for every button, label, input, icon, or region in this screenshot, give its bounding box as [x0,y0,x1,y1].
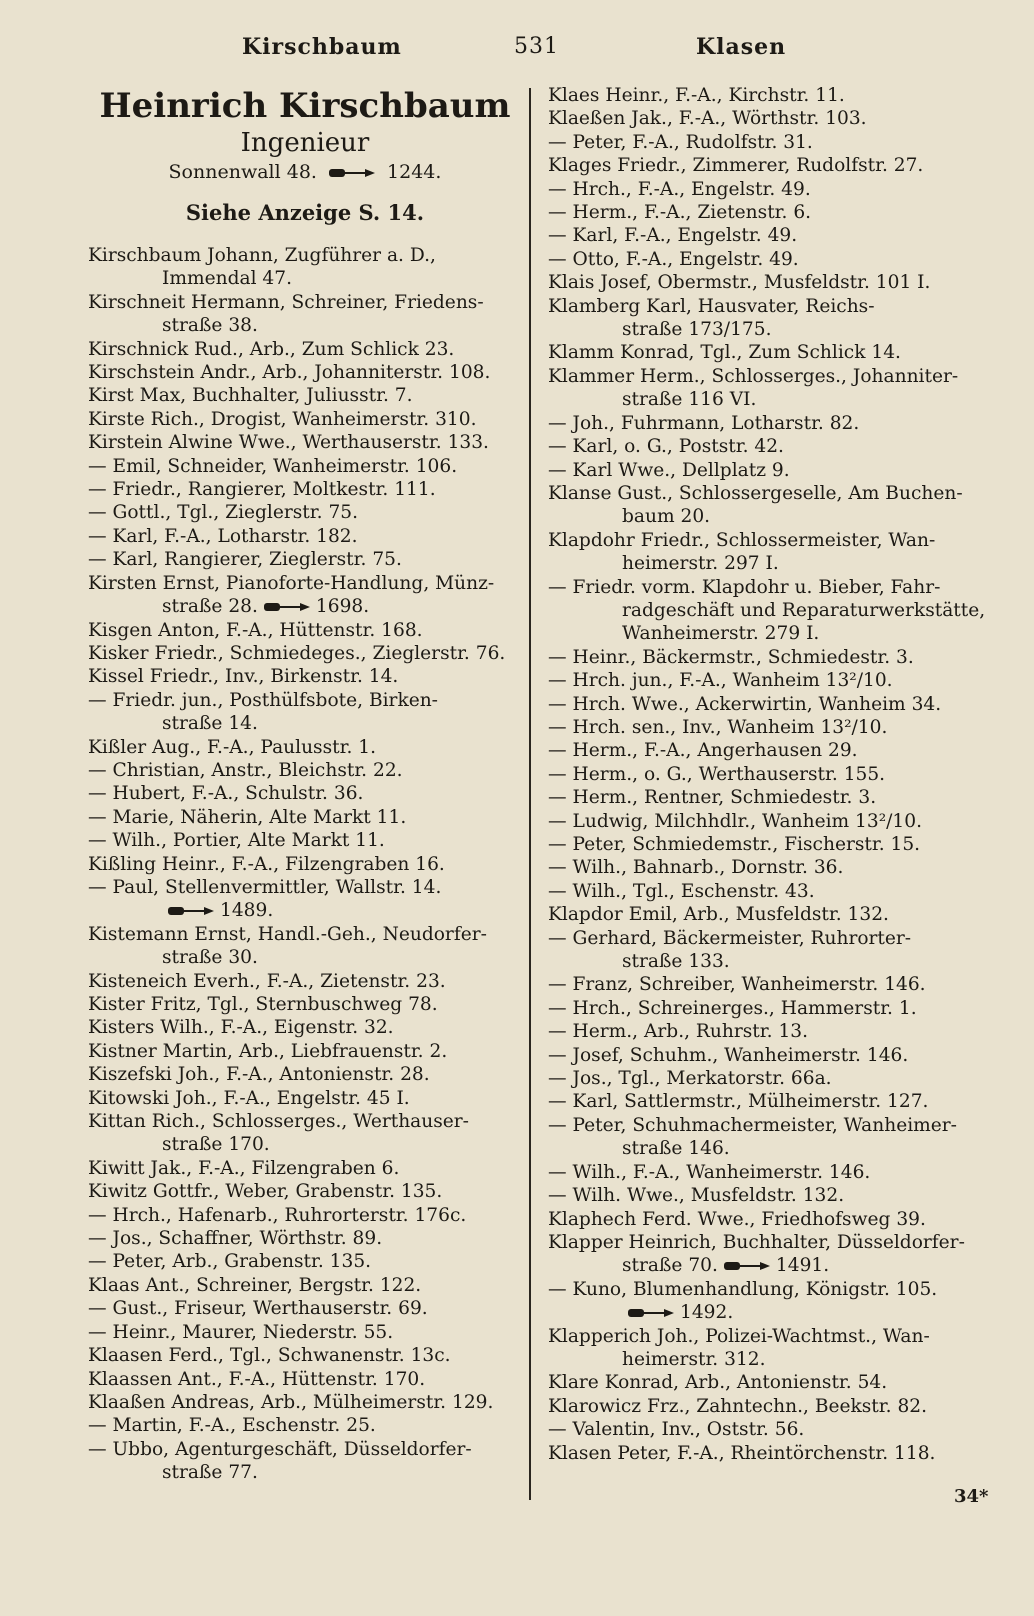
directory-entry [548,178,996,201]
entry-line-1: — Ubbo, Agenturgeschäft, Düsseldorfer- [88,1438,472,1460]
entry-continuation [548,318,996,341]
entry-line-1: — Wilh., F.-A., Wanheimerstr. 146. [548,1161,871,1183]
directory-entry [548,365,996,412]
entry-line-1: — Gerhard, Bäckermeister, Ruhrorter- [548,927,912,949]
entry-line-1: — Wilh., Portier, Alte Markt 11. [88,830,385,852]
entry-continuation [548,599,996,622]
entry-line-1: Klapper Heinrich, Buchhalter, Düsseldorfer- [548,1231,965,1253]
directory-entry [548,833,996,856]
directory-entry [548,1161,996,1184]
directory-entry [548,1044,996,1067]
directory-entry [548,1208,996,1231]
entry-line-1: Kirsten Ernst, Pianoforte-Handlung, Münz- [88,572,495,594]
directory-entry [548,1325,996,1372]
directory-entry [88,478,522,501]
directory-entry [88,876,522,923]
entry-line-1: — Paul, Stellenvermittler, Wallstr. 14. [88,876,442,898]
directory-entry [88,384,522,407]
ad-address: Sonnenwall 48. [168,161,317,183]
telephone-icon [329,167,375,179]
entry-line-1: Klapdohr Friedr., Schlossermeister, Wan- [548,529,936,551]
directory-entry [88,782,522,805]
telephone-icon [264,601,310,613]
directory-entry [548,903,996,926]
entry-line-1: — Peter, F.-A., Rudolfstr. 31. [548,131,813,153]
entry-line-1: — Franz, Schreiber, Wanheimerstr. 146. [548,974,926,996]
entry-phone: 1489. [220,900,274,922]
directory-entry [88,548,522,571]
entry-line-1: — Christian, Anstr., Bleichstr. 22. [88,759,403,781]
entry-line-2: baum 20. [622,506,711,528]
directory-entry [88,1344,522,1367]
entry-line-1: — Friedr. jun., Posthülfsbote, Birken- [88,689,438,711]
directory-entry [88,525,522,548]
entry-line-1: Kissel Friedr., Inv., Birkenstr. 14. [88,666,399,688]
directory-entry [548,880,996,903]
entry-line-1: Klapdor Emil, Arb., Musfeldstr. 132. [548,904,889,926]
entry-line-1: Klamberg Karl, Hausvater, Reichs- [548,295,875,317]
directory-entry [548,248,996,271]
telephone-icon [724,1260,770,1272]
ad-address-line [88,158,522,186]
entry-line-1: — Heinr., Bäckermstr., Schmiedestr. 3. [548,646,914,668]
directory-entry [548,529,996,576]
telephone-icon [628,1307,674,1319]
directory-entry [88,619,522,642]
directory-entry [548,1020,996,1043]
directory-entry [548,84,996,107]
entry-line-1: — Hrch., Schreinerges., Hammerstr. 1. [548,997,917,1019]
entry-line-1: — Jos., Schaffner, Wörthstr. 89. [88,1228,383,1250]
entry-line-1: — Herm., F.-A., Zietenstr. 6. [548,202,812,224]
entry-line-1: Klaphech Ferd. Wwe., Friedhofsweg 39. [548,1208,926,1230]
header-left-keyword: Kirschbaum [242,34,402,60]
directory-entry [88,501,522,524]
entry-continuation [548,1301,996,1324]
entry-line-1: Kisters Wilh., F.-A., Eigenstr. 32. [88,1017,394,1039]
entry-line-1: Kiwitt Jak., F.-A., Filzengraben 6. [88,1157,400,1179]
entry-line-1: Klaes Heinr., F.-A., Kirchstr. 11. [548,85,845,106]
entry-line-1: — Wilh., Bahnarb., Dornstr. 36. [548,857,844,879]
entry-line-1: — Peter, Schuhmachermeister, Wanheimer- [548,1114,957,1136]
directory-entry [88,1016,522,1039]
entry-phone: 1492. [680,1302,734,1324]
entry-line-1: — Herm., o. G., Werthauserstr. 155. [548,763,886,785]
directory-entry [548,1395,996,1418]
directory-entry [88,1063,522,1086]
ad-see-reference: Siehe Anzeige S. 14. [185,200,425,225]
entry-line-1: — Hrch. jun., F.-A., Wanheim 13²/10. [548,670,893,692]
directory-entry [88,1204,522,1227]
entry-line-1: — Karl, Rangierer, Zieglerstr. 75. [88,549,402,571]
entry-line-1: Klages Friedr., Zimmerer, Rudolfstr. 27. [548,155,924,177]
entry-line-1: — Heinr., Maurer, Niederstr. 55. [88,1321,394,1343]
directory-entry [88,1274,522,1297]
entry-line-1: Klaasen Ferd., Tgl., Schwanenstr. 13c. [88,1345,451,1367]
entry-line-1: — Herm., Arb., Ruhrstr. 13. [548,1021,809,1043]
entry-continuation [88,1461,522,1484]
directory-entry [548,1278,996,1325]
directory-entry [88,1157,522,1180]
entry-line-1: Kirschneit Hermann, Schreiner, Friedens- [88,291,484,313]
directory-entry [88,1297,522,1320]
entry-line-1: Klare Konrad, Arb., Antonienstr. 54. [548,1372,888,1394]
entry-line-1: Kißling Heinr., F.-A., Filzengraben 16. [88,853,445,875]
entry-line-1: Klaas Ant., Schreiner, Bergstr. 122. [88,1274,422,1296]
entry-line-2: straße 173/175. [622,319,772,341]
directory-entry [88,829,522,852]
entry-continuation [88,899,522,922]
entry-line-1: — Friedr., Rangierer, Moltkestr. 111. [88,479,436,501]
directory-entry [548,341,996,364]
directory-entry [548,646,996,669]
directory-entry [88,361,522,384]
entry-line-1: Kistner Martin, Arb., Liebfrauenstr. 2. [88,1040,448,1062]
directory-entry [88,993,522,1016]
directory-entry [548,856,996,879]
entry-line-1: Kisteneich Everh., F.-A., Zietenstr. 23. [88,970,446,992]
entry-line-2: straße 14. [162,713,258,735]
directory-entry [548,973,996,996]
directory-entry [548,669,996,692]
entry-line-1: — Valentin, Inv., Oststr. 56. [548,1419,805,1441]
entry-line-1: Klaeßen Jak., F.-A., Wörthstr. 103. [548,108,867,130]
entry-line-1: — Kuno, Blumenhandlung, Königstr. 105. [548,1278,938,1300]
entry-line-2: straße 77. [162,1462,258,1484]
entry-continuation [548,1254,996,1277]
entry-line-1: Kirschnick Rud., Arb., Zum Schlick 23. [88,338,455,360]
entry-continuation [548,950,996,973]
directory-entry [548,482,996,529]
entry-continuation [548,1348,996,1371]
entry-phone: 1698. [315,596,370,618]
entry-line-1: — Gust., Friseur, Werthauserstr. 69. [88,1298,428,1320]
entry-line-1: Kirschbaum Johann, Zugführer a. D., [88,245,436,266]
entry-line-1: — Wilh., Tgl., Eschenstr. 43. [548,880,815,902]
entry-line-1: Kirst Max, Buchhalter, Juliusstr. 7. [88,385,413,407]
entry-line-1: — Peter, Schmiedemstr., Fischerstr. 15. [548,834,921,855]
entry-line-1: — Ludwig, Milchhdlr., Wanheim 13²/10. [548,810,923,832]
directory-entry [88,1087,522,1110]
directory-entry [548,459,996,482]
left-entry-list [88,244,522,1485]
directory-entry [548,1067,996,1090]
directory-entry [88,759,522,782]
directory-entry [548,693,996,716]
left-column [88,84,522,1485]
signature-mark: 34* [954,1486,989,1507]
directory-entry [548,224,996,247]
ad-name: Heinrich Kirschbaum [99,86,511,126]
entry-line-1: — Herm., Rentner, Schmiedestr. 3. [548,787,877,809]
entry-line-1: — Karl, F.-A., Lotharstr. 182. [88,525,358,547]
entry-line-1: — Hrch., F.-A., Engelstr. 49. [548,178,811,200]
directory-entry [548,763,996,786]
entry-continuation [88,712,522,735]
directory-entry [88,1250,522,1273]
directory-entry [88,338,522,361]
directory-entry [88,665,522,688]
entry-line-1: Klais Josef, Obermstr., Musfeldstr. 101 I. [548,272,931,294]
directory-entry [548,786,996,809]
entry-continuation [548,552,996,575]
entry-line-1: — Gottl., Tgl., Zieglerstr. 75. [88,502,359,524]
directory-entry [548,997,996,1020]
directory-entry [88,736,522,759]
directory-entry [88,1227,522,1250]
directory-entry [88,1110,522,1157]
entry-line-1: — Martin, F.-A., Eschenstr. 25. [88,1415,376,1437]
entry-line-1: Klanse Gust., Schlossergeselle, Am Buchen- [548,482,963,504]
directory-entry [88,431,522,454]
right-entry-list [548,84,996,1465]
entry-line-1: — Marie, Näherin, Alte Markt 11. [88,806,407,828]
directory-entry [548,1114,996,1161]
entry-line-1: Kister Fritz, Tgl., Sternbuschweg 78. [88,994,438,1015]
entry-line-2: straße 116 VI. [622,389,757,411]
entry-line-1: Kitowski Joh., F.-A., Engelstr. 45 I. [88,1087,410,1109]
entry-line-1: Kiwitz Gottfr., Weber, Grabenstr. 135. [88,1181,443,1203]
directory-entry [548,716,996,739]
directory-entry [88,1321,522,1344]
right-column [548,84,996,1465]
entry-line-2: straße 70. [622,1255,718,1277]
directory-entry [548,1418,996,1441]
entry-line-1: Klarowicz Frz., Zahntechn., Beekstr. 82. [548,1395,928,1417]
entry-line-1: — Hubert, F.-A., Schulstr. 36. [88,783,364,805]
entry-line-2: straße 133. [622,951,730,973]
entry-line-1: — Karl Wwe., Dellplatz 9. [548,459,790,481]
entry-continuation [88,1133,522,1156]
directory-entry [88,1180,522,1203]
entry-line-1: Kistemann Ernst, Handl.-Geh., Neudorfer- [88,923,487,945]
directory-entry [548,1371,996,1394]
entry-line-1: — Josef, Schuhm., Wanheimerstr. 146. [548,1044,909,1066]
entry-continuation [548,388,996,411]
directory-entry [548,131,996,154]
telephone-icon [168,905,214,917]
entry-continuation [88,314,522,337]
directory-entry [88,1391,522,1414]
entry-line-2: straße 30. [162,947,258,969]
directory-entry [548,927,996,974]
directory-entry [548,739,996,762]
entry-line-1: Kittan Rich., Schlosserges., Werthauser- [88,1111,469,1133]
entry-line-1: — Emil, Schneider, Wanheimerstr. 106. [88,455,458,477]
entry-line-2: straße 38. [162,315,258,337]
directory-entry [88,923,522,970]
directory-entry [548,412,996,435]
directory-entry [548,1442,996,1465]
directory-entry [548,154,996,177]
entry-line-1: — Otto, F.-A., Engelstr. 49. [548,248,799,270]
page-number: 531 [514,34,559,59]
entry-line-3: Wanheimerstr. 279 I. [622,623,820,645]
entry-line-1: — Wilh. Wwe., Musfeldstr. 132. [548,1185,845,1207]
directory-entry [88,408,522,431]
entry-line-1: — Hrch. Wwe., Ackerwirtin, Wanheim 34. [548,693,942,715]
entry-line-1: Kisgen Anton, F.-A., Hüttenstr. 168. [88,619,423,641]
entry-phone: 1491. [775,1255,830,1277]
directory-entry [88,853,522,876]
entry-line-1: — Joh., Fuhrmann, Lotharstr. 82. [548,412,860,434]
directory-entry [88,291,522,338]
column-divider [529,88,531,1500]
entry-line-1: Kiszefski Joh., F.-A., Antonienstr. 28. [88,1064,430,1086]
directory-entry [548,1231,996,1278]
ad-occupation: Ingenieur [240,128,370,158]
directory-entry [88,806,522,829]
entry-line-1: — Peter, Arb., Grabenstr. 135. [88,1251,372,1273]
directory-entry [88,1040,522,1063]
entry-line-2: radgeschäft und Reparaturwerkstätte, [622,599,986,621]
entry-line-2: heimerstr. 312. [622,1348,766,1370]
entry-line-1: Klamm Konrad, Tgl., Zum Schlick 14. [548,342,901,364]
entry-line-1: — Herm., F.-A., Angerhausen 29. [548,740,858,762]
directory-entry [548,1090,996,1113]
entry-line-2: straße 28. [162,596,258,618]
directory-entry [88,970,522,993]
entry-line-2: Immendal 47. [162,268,293,290]
directory-entry [548,810,996,833]
entry-line-2: straße 170. [162,1134,270,1156]
directory-entry [88,1438,522,1485]
directory-entry [548,1184,996,1207]
entry-line-1: — Karl, Sattlermstr., Mülheimerstr. 127. [548,1091,929,1113]
entry-line-1: — Hrch., Hafenarb., Ruhrorterstr. 176c. [88,1204,467,1226]
entry-line-1: Klapperich Joh., Polizei-Wachtmst., Wan- [548,1325,930,1347]
entry-line-1: — Jos., Tgl., Merkatorstr. 66a. [548,1068,832,1090]
entry-line-1: Klammer Herm., Schlosserges., Johanniter- [548,365,959,387]
entry-line-1: Kirste Rich., Drogist, Wanheimerstr. 310. [88,408,477,430]
entry-line-1: — Karl, F.-A., Engelstr. 49. [548,225,798,247]
directory-entry [88,689,522,736]
entry-continuation [548,505,996,528]
entry-line-1: Kisker Friedr., Schmiedeges., Zieglerstr. 76. [88,642,506,664]
advertisement [88,84,522,230]
entry-line-1: Klaaßen Andreas, Arb., Mülheimerstr. 129. [88,1391,494,1413]
directory-entry [88,1414,522,1437]
directory-entry [88,572,522,619]
entry-line-1: Kißler Aug., F.-A., Paulusstr. 1. [88,736,377,758]
entry-line-1: — Karl, o. G., Poststr. 42. [548,436,784,458]
directory-entry [548,295,996,342]
entry-continuation [88,267,522,290]
directory-entry [548,576,996,646]
entry-line-1: Klaassen Ant., F.-A., Hüttenstr. 170. [88,1368,426,1390]
entry-continuation [88,946,522,969]
entry-line-1: Kirschstein Andr., Arb., Johanniterstr. 108. [88,362,491,384]
ad-phone: 1244. [387,161,442,183]
entry-line-1: Kirstein Alwine Wwe., Werthauserstr. 133. [88,432,489,454]
entry-continuation [548,1137,996,1160]
directory-entry [88,1368,522,1391]
directory-entry [88,244,522,291]
header-right-keyword: Klasen [696,34,787,60]
directory-entry [548,107,996,130]
directory-entry [88,642,522,665]
entry-continuation [88,595,522,618]
directory-entry [548,271,996,294]
entry-line-1: — Friedr. vorm. Klapdohr u. Bieber, Fahr- [548,576,941,598]
directory-entry [548,435,996,458]
directory-entry [548,201,996,224]
entry-line-2: heimerstr. 297 I. [622,553,779,575]
entry-line-1: Klasen Peter, F.-A., Rheintörchenstr. 118. [548,1442,936,1464]
entry-line-2: straße 146. [622,1138,730,1160]
directory-entry [88,455,522,478]
entry-line-1: — Hrch. sen., Inv., Wanheim 13²/10. [548,716,888,738]
